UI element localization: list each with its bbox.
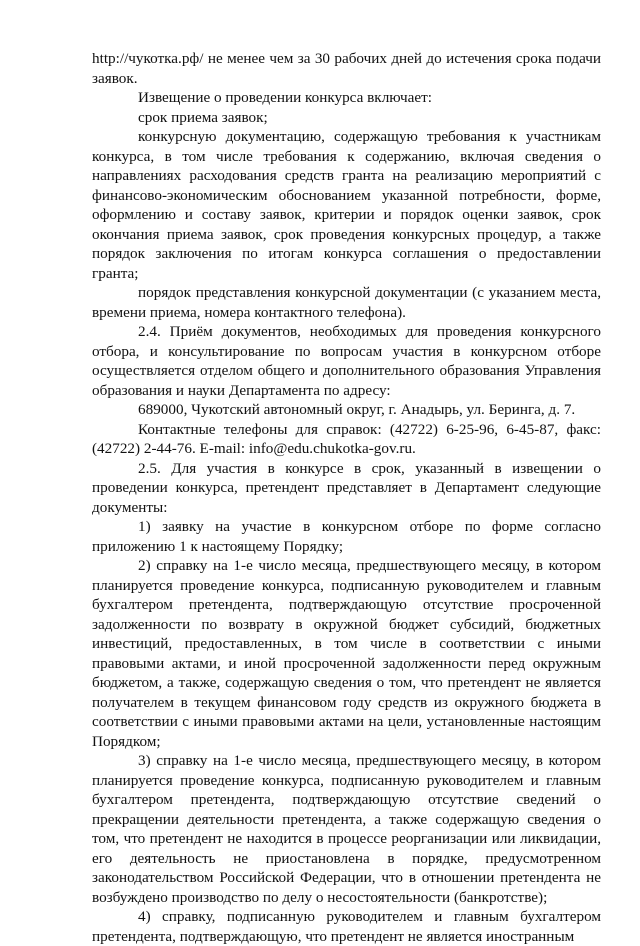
list-item-1: 1) заявку на участие в конкурсном отборе по форме согласно приложению 1 к настоящему Порядку; <box>92 518 601 555</box>
paragraph-contacts: Контактные телефоны для справок: (42722) 6-25-96, 6-45-87, факс: (42722) 2-44-76. E-mail: info@edu.chukotka-gov.ru. <box>92 420 601 457</box>
paragraph-section-2-5: 2.5. Для участия в конкурсе в срок, указанный в извещении о проведении конкурса, претендент представляет в Департамент следующие документы: <box>92 459 601 516</box>
paragraph-deadline: срок приема заявок; <box>138 108 268 126</box>
paragraph-continuation: http://чукотка.рф/ не менее чем за 30 рабочих дней до истечения срока подачи заявок. <box>92 50 601 87</box>
document-body <box>92 49 601 946</box>
paragraph-section-2-4: 2.4. Приём документов, необходимых для проведения конкурсного отбора, и консультирование по вопросам участия в конкурсном отборе осуществляется отделом общего и дополнительного образования Управления образования и науки Департамента по адресу: <box>92 323 601 399</box>
paragraph-documentation: конкурсную документацию, содержащую требования к участникам конкурса, в том числе требования к содержанию, включая сведения о направлениях расходования средств гранта на реализацию мероприятий с финансово-экономическим обоснованием указанной потребности, форме, оформлению и составу заявок, критерии и порядок оценки заявок, срок окончания приема заявок, срок проведения конкурсных процедур, а также порядок заключения по итогам конкурса соглашения о предоставлении гранта; <box>92 128 601 282</box>
list-item-4: 4) справку, подписанную руководителем и главным бухгалтером претендента, подтверждающую, что претендент не является иностранным <box>92 908 601 945</box>
paragraph-address: 689000, Чукотский автономный округ, г. Анадырь, ул. Беринга, д. 7. <box>138 401 576 418</box>
list-item-3: 3) справку на 1-е число месяца, предшествующего месяцу, в котором планируется проведение конкурса, подписанную руководителем и главным бухгалтером претендента, подтверждающую отсутствие сведений о прекращении деятельности претендента, а также содержащую сведения о том, что претендент не находится в процессе реорганизации или ликвидации, его деятельность не приостановлена в порядке, предусмотренном законодательством Российской Федерации, что в отношении претендента не возбуждено производство по делу о несостоятельности (банкротстве); <box>92 752 601 906</box>
paragraph-notice-includes: Извещение о проведении конкурса включает: <box>138 89 433 106</box>
paragraph-submission-order: порядок представления конкурсной документации (с указанием места, времени приема, номера контактного телефона). <box>92 284 601 321</box>
list-item-2: 2) справку на 1-е число месяца, предшествующего месяцу, в котором планируется проведение конкурса, подписанную руководителем и главным бухгалтером претендента, подтверждающую отсутствие просроченной задолженности по возврату в окружной бюджет субсидий, бюджетных инвестиций, предоставленных, в том числе в соответствии с иными правовыми актами, и иной просроченной задолженности перед окружным бюджетом, а также, содержащую сведения о том, что претендент не является получателем в текущем финансовом году средств из окружного бюджета в соответствии с иными правовыми актами на цели, установленные настоящим Порядком; <box>92 557 601 750</box>
